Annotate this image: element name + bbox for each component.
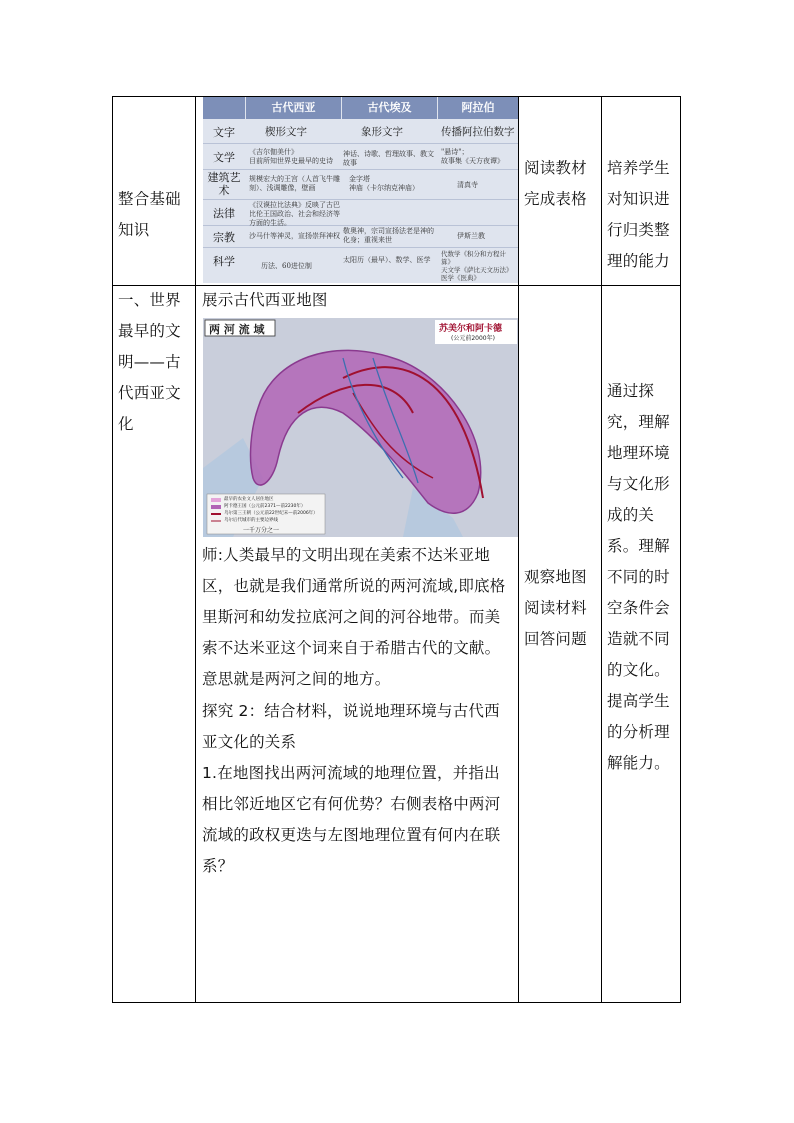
activity-read-textbook: 阅读教材完成表格 xyxy=(524,159,587,208)
map-heading: 展示古代西亚地图 xyxy=(202,291,328,309)
cell-lit-west-asia: 《吉尔伽美什》 目前所知世界史最早的史诗 xyxy=(249,148,333,165)
cell-script-egypt: 象形文字 xyxy=(361,126,403,138)
mesopotamia-map xyxy=(203,318,518,537)
cell-rel-west-asia: 沙马什等神灵，宣扬崇拜神权 xyxy=(249,232,340,240)
row-label-religion: 宗教 xyxy=(213,231,235,244)
map-legend-3: 乌尔第三王朝（公元前22世纪末—前2006年） xyxy=(224,511,318,516)
civilization-table-image xyxy=(203,97,518,283)
map-title: 两 河 流 域 xyxy=(209,323,265,336)
row-label-script: 文字 xyxy=(213,126,235,139)
header-arabia: 阿拉伯 xyxy=(438,97,518,119)
question-1: 1.在地图找出两河流域的地理位置，并指出相比邻近地区它有何优势？右侧表格中两河流域的政权更迭与左图地理位置有何内在联系？ xyxy=(202,764,501,875)
map-inset-subtitle: (公元前2000年) xyxy=(451,335,495,342)
cell-arch-arabia: 清真寺 xyxy=(457,181,478,189)
row-label-architecture: 建筑艺术 xyxy=(207,171,241,197)
goal-classify-knowledge: 培养学生对知识进行归类整理的能力 xyxy=(607,159,670,270)
map-legend-1: 最早的农业文人居住地区 xyxy=(224,497,274,502)
map-scale: 一千万分之一 xyxy=(243,527,280,534)
cell-lit-arabia: "悬诗"； 故事集《天方夜谭》 xyxy=(441,148,504,165)
goal-inquiry: 通过探究，理解地理环境与文化形成的关系。理解不同的时空条件会造就不同的文化。提高学生的分析理解能力。 xyxy=(607,382,670,772)
map-inset-title: 苏美尔和阿卡德 xyxy=(439,324,503,334)
map-legend-2: 阿卡德王国（公元前2371—前2230年） xyxy=(224,504,306,509)
cell-law-west-asia: 《汉谟拉比法典》反映了古巴比伦王国政治、社会和经济等方面的生活。 xyxy=(249,201,340,227)
cell-rel-arabia: 伊斯兰教 xyxy=(457,232,485,240)
section-west-asia-civilization: 一、世界最早的文明——古代西亚文化 xyxy=(118,291,181,433)
map-legend-4: 乌尔后代城市的主要边界线 xyxy=(224,518,278,523)
teacher-paragraph: 师:人类最早的文明出现在美索不达米亚地区，也就是我们通常所说的两河流域,即底格里斯河和幼发拉底河之间的河谷地带。而美索不达米亚这个词来自于希腊古代的文献。意思就是两河之间的地方。 xyxy=(202,546,506,688)
cell-script-arabia: 传播阿拉伯数字 xyxy=(441,126,515,138)
cell-lit-egypt: 神话、诗歌、哲理故事、教文故事 xyxy=(343,150,434,167)
cell-script-west-asia: 楔形文字 xyxy=(265,126,307,138)
header-west-asia: 古代西亚 xyxy=(246,97,341,119)
inquiry-2: 探究 2：结合材料，说说地理环境与古代西亚文化的关系 xyxy=(202,702,500,751)
cell-sci-west-asia: 历法、60进位制 xyxy=(261,262,312,270)
cell-sci-arabia: 代数学《积分和方程计算》 天文学《萨比天文历法》 医学《医典》 xyxy=(441,250,513,282)
row-label-literature: 文学 xyxy=(213,151,235,164)
section-integrate-basics: 整合基础知识 xyxy=(118,190,181,239)
cell-arch-egypt: 金字塔 神庙（卡尔纳克神庙） xyxy=(349,175,419,192)
cell-sci-egypt: 太阳历（最早）、数学、医学 xyxy=(343,256,431,264)
cell-arch-west-asia: 规模宏大的王宫（人首飞牛雕刻）、浅调雕像，壁画 xyxy=(249,175,340,192)
header-egypt: 古代埃及 xyxy=(342,97,437,119)
cell-rel-egypt: 敬奥神，宗司宣扬法老是神的化身；重视来世 xyxy=(343,227,434,244)
activity-observe-map: 观察地图阅读材料回答问题 xyxy=(524,568,587,648)
row-label-science: 科学 xyxy=(213,255,235,268)
row-label-law: 法律 xyxy=(213,207,235,220)
